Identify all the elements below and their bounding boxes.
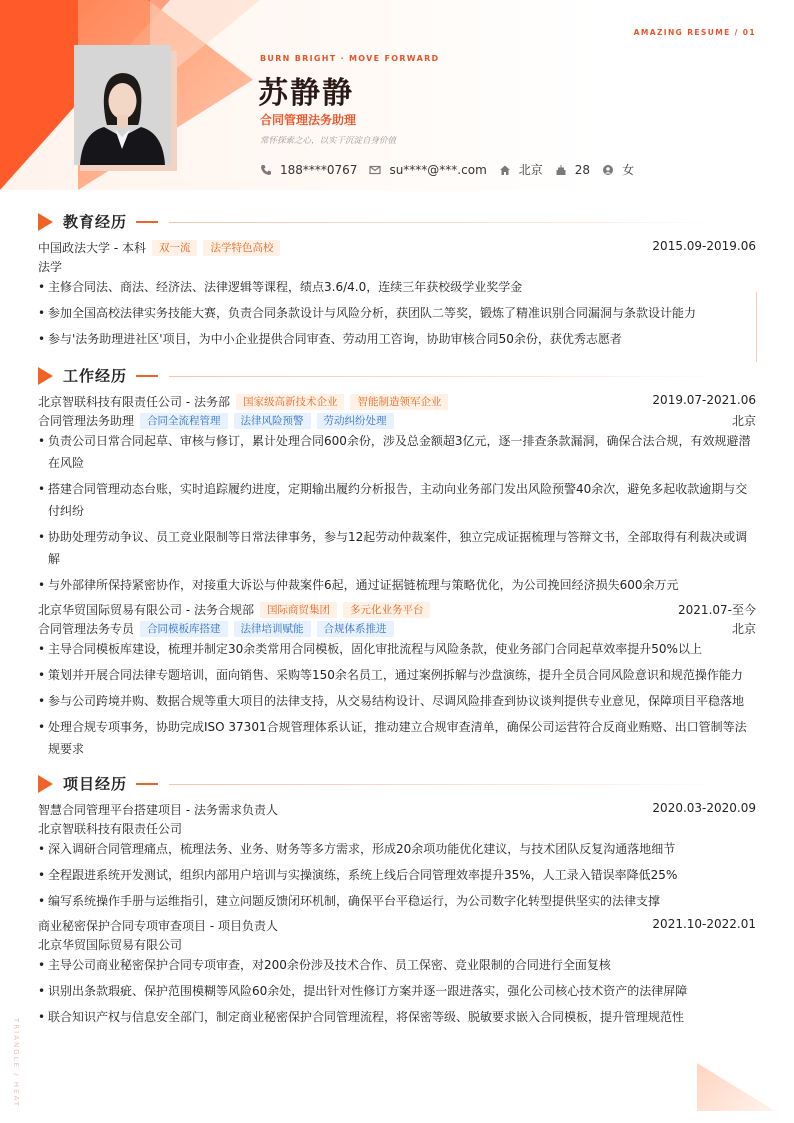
company-tag: 智能制造领军企业 xyxy=(350,394,448,410)
section-title: 工作经历 xyxy=(63,367,128,385)
profile-photo xyxy=(74,45,171,165)
project-org-row xyxy=(38,935,756,954)
list-item: • 主导公司商业秘密保护合同专项审查，对200余份涉及技术合作、员工保密、竞业限制的合同进行全面复核 xyxy=(38,954,756,976)
school-name: 中国政法大学 - 本科 xyxy=(38,241,146,255)
section-header xyxy=(38,365,756,387)
section-dash xyxy=(136,783,158,785)
phone-icon xyxy=(260,164,272,176)
project-name: 智慧合同管理平台搭建项目 - 法务需求负责人 xyxy=(38,803,278,817)
section-triangle-icon xyxy=(38,367,53,385)
skill-tag: 法律培训赋能 xyxy=(234,621,311,637)
list-item: • 联合知识产权与信息安全部门，制定商业秘密保护合同管理流程，将保密等级、脱敏要求嵌入合同模板，提升管理规范性 xyxy=(38,1006,756,1028)
contact-email xyxy=(369,163,486,177)
project-name: 商业秘密保护合同专项审查项目 - 项目负责人 xyxy=(38,919,278,933)
list-item: • 主导合同模板库建设，梳理并制定30余类常用合同模板，固化审批流程与风险条款，使业务部门合同起草效率提升50%以上 xyxy=(38,638,756,660)
company-name: 北京智联科技有限责任公司 - 法务部 xyxy=(38,395,230,409)
project-date: 2021.10-2022.01 xyxy=(652,917,756,931)
project-bullets xyxy=(38,954,756,1028)
contact-phone xyxy=(260,163,357,177)
section-dash xyxy=(136,375,158,377)
motto: 常怀探索之心，以实干沉淀自身价值 xyxy=(260,136,397,146)
age: 28 xyxy=(574,162,591,177)
section-header xyxy=(38,773,756,795)
list-item: • 参与'法务助理进社区'项目，为中小企业提供合同审查、劳动用工咨询，协助审核合同50余份，获优秀志愿者 xyxy=(38,328,756,350)
contact-gender xyxy=(602,161,634,178)
skill-tag: 法律风险预警 xyxy=(234,413,311,429)
list-item: • 搭建合同管理动态台账，实时追踪履约进度，定期输出履约分析报告，主动向业务部门发出风险预警40余次，避免多起收款逾期与交付纠纷 xyxy=(38,478,756,522)
education-row xyxy=(38,238,756,257)
project-row xyxy=(38,800,756,819)
list-item: • 参加全国高校法律实务技能大赛，负责合同条款设计与风险分析，获团队二等奖，锻炼了精准识别合同漏洞与条款设计能力 xyxy=(38,302,756,324)
company-tag: 国际商贸集团 xyxy=(260,602,337,618)
city: 北京 xyxy=(518,163,543,177)
list-item: • 编写系统操作手册与运维指引，建立问题反馈闭环机制，确保平台平稳运行，为公司数字化转型提供坚实的法律支撑 xyxy=(38,890,756,912)
job-city: 北京 xyxy=(731,622,756,636)
decor-vertical-line xyxy=(756,292,757,362)
contact-bar xyxy=(260,161,646,178)
user-icon xyxy=(602,164,614,176)
education-bullets xyxy=(38,276,756,350)
list-item: • 识别出条款瑕疵、保护范围模糊等风险60余处，提出针对性修订方案并逐一跟进落实，强化公司核心技术资产的法律屏障 xyxy=(38,980,756,1002)
school-tag: 双一流 xyxy=(152,240,198,256)
contact-city xyxy=(499,161,543,178)
candidate-name: 苏静静 xyxy=(258,76,354,111)
list-item: • 负责公司日常合同起草、审核与修订，累计处理合同600余份，涉及总金额超3亿元，逐一排查条款漏洞，确保合法合规，有效规避潜在风险 xyxy=(38,430,756,474)
home-icon xyxy=(499,164,511,176)
gender: 女 xyxy=(622,163,635,177)
skill-tag: 合规体系推进 xyxy=(317,621,394,637)
email-address: su****@***.com xyxy=(389,162,487,177)
job-date: 2019.07-2021.06 xyxy=(652,393,756,407)
job-bullets xyxy=(38,638,756,760)
portrait-image xyxy=(74,45,171,165)
side-text: TRIANGLE / HEAT xyxy=(12,1018,20,1108)
project-org-row xyxy=(38,819,756,838)
list-item: • 深入调研合同管理痛点，梳理法务、业务、财务等多方需求，形成20余项功能优化建议，与技术团队反复沟通落地细节 xyxy=(38,838,756,860)
major: 法学 xyxy=(38,260,63,274)
project-org: 北京智联科技有限责任公司 xyxy=(38,822,183,836)
list-item: • 策划并开展合同法律专题培训，面向销售、采购等150余名员工，通过案例拆解与沙盘演练，提升全员合同风险意识和规范操作能力 xyxy=(38,664,756,686)
skill-tag: 合同模板库搭建 xyxy=(140,621,228,637)
resume-tag: AMAZING RESUME / 01 xyxy=(633,28,756,37)
skill-tag: 劳动纠纷处理 xyxy=(317,413,394,429)
section-header xyxy=(38,211,756,233)
position-row xyxy=(38,619,756,638)
company-tag: 国家级高新技术企业 xyxy=(236,394,345,410)
list-item: • 处理合规专项事务，协助完成ISO 37301合规管理体系认证，推动建立合规审查清单，确保公司运营符合反商业贿赂、出口管制等法规要求 xyxy=(38,716,756,760)
cake-icon xyxy=(555,164,567,176)
decor-triangle-bottom xyxy=(697,1063,775,1111)
job-bullets xyxy=(38,430,756,596)
section-title: 项目经历 xyxy=(63,775,128,793)
skill-tag: 合同全流程管理 xyxy=(140,413,228,429)
slogan: BURN BRIGHT · MOVE FORWARD xyxy=(260,54,440,63)
phone-number: 188****0767 xyxy=(280,162,358,177)
section-triangle-icon xyxy=(38,775,53,793)
education-section xyxy=(38,211,756,354)
section-dash xyxy=(136,221,158,223)
position-title: 合同管理法务专员 xyxy=(38,622,135,636)
job-date: 2021.07-至今 xyxy=(678,603,756,617)
contact-age xyxy=(555,163,590,177)
list-item: • 主修合同法、商法、经济法、法律逻辑等课程，绩点3.6/4.0，连续三年获校级学业奖学金 xyxy=(38,276,756,298)
list-item: • 参与公司跨境并购、数据合规等重大项目的法律支持，从交易结构设计、尽调风险排查到协议谈判提供专业意见，保障项目平稳落地 xyxy=(38,690,756,712)
position-row xyxy=(38,411,756,430)
mail-icon xyxy=(369,164,381,176)
work-section xyxy=(38,365,756,764)
company-name: 北京华贸国际贸易有限公司 - 法务合规部 xyxy=(38,603,254,617)
list-item: • 全程跟进系统开发测试，组织内部用户培训与实操演练，系统上线后合同管理效率提升35%，人工录入错误率降低25% xyxy=(38,864,756,886)
company-row xyxy=(38,392,756,411)
target-role: 合同管理法务助理 xyxy=(260,113,357,127)
major-row xyxy=(38,257,756,276)
project-org: 北京华贸国际贸易有限公司 xyxy=(38,938,183,952)
list-item: • 与外部律所保持紧密协作，对接重大诉讼与仲裁案件6起，通过证据链梳理与策略优化，为公司挽回经济损失600余万元 xyxy=(38,574,756,596)
school-tag: 法学特色高校 xyxy=(203,240,280,256)
company-row xyxy=(38,600,756,619)
project-bullets xyxy=(38,838,756,912)
education-date: 2015.09-2019.06 xyxy=(652,239,756,253)
list-item: • 协助处理劳动争议、员工竞业限制等日常法律事务，参与12起劳动仲裁案件，独立完成证据梳理与答辩文书，全部取得有利裁决或调解 xyxy=(38,526,756,570)
position-title: 合同管理法务助理 xyxy=(38,414,135,428)
section-title: 教育经历 xyxy=(63,213,128,231)
section-divider xyxy=(169,222,718,223)
projects-section xyxy=(38,773,756,1032)
section-triangle-icon xyxy=(38,213,53,231)
job-city: 北京 xyxy=(731,414,756,428)
section-divider xyxy=(169,784,718,785)
project-date: 2020.03-2020.09 xyxy=(652,801,756,815)
company-tag: 多元化业务平台 xyxy=(343,602,431,618)
project-row xyxy=(38,916,756,935)
section-divider xyxy=(169,376,718,377)
